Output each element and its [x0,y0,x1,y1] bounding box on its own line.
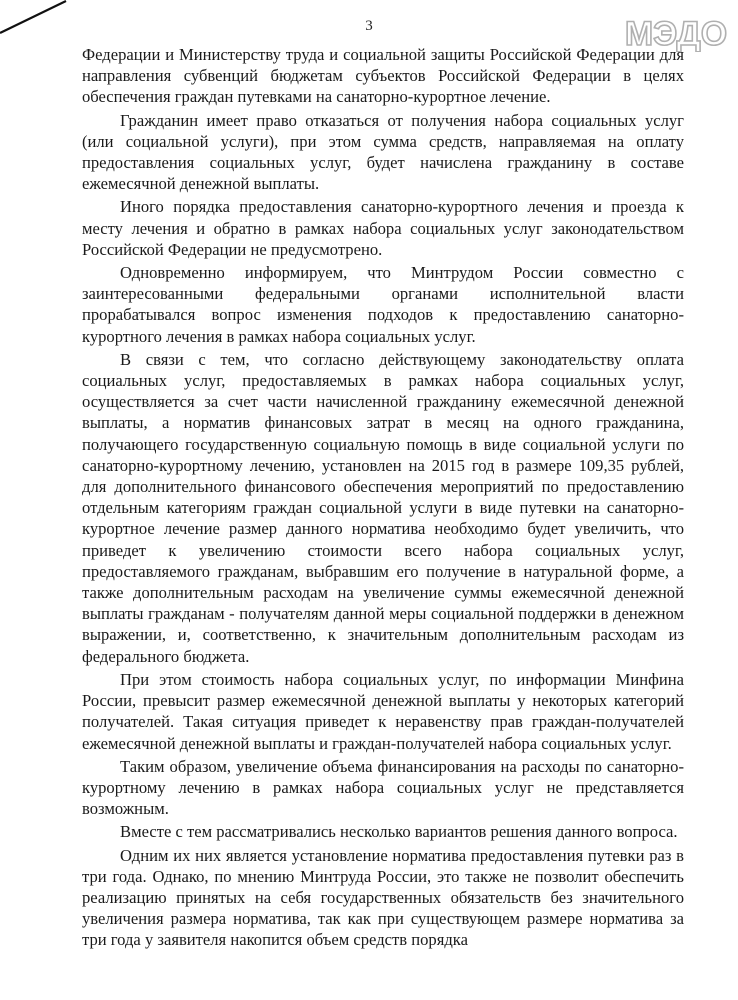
paragraph: Одновременно информируем, что Минтрудом России совместно с заинтересованными федеральными органами исполнительной власти прорабатывался вопрос изменения подходов к предоставлению санаторно-курортного лечения в рамках набора социальных услуг. [82,263,684,346]
page-number: 3 [365,18,373,34]
paragraph: Федерации и Министерству труда и социальной защиты Российской Федерации для направления субвенций бюджетам субъектов Российской Федерации в целях обеспечения граждан путевками на санаторно-курортное лечение. [82,45,684,107]
paragraph: Таким образом, увеличение объема финансирования на расходы по санаторно-курортному лечению в рамках набора социальных услуг не представляется возможным. [82,756,684,819]
paragraph: Одним их них является установление норматива предоставления путевки раз в три года. Однако, по мнению Минтруда России, это также не позволит обеспечить реализацию принятых на себя государственных обязательств без значительного увеличения размера норматива, так как при существующем размере норматива за три года у заявителя накопится объем средств порядка [82,845,684,950]
letter-body [82,44,684,951]
paragraph: При этом стоимость набора социальных услуг, по информации Минфина России, превысит размер ежемесячной денежной выплаты у некоторых категорий получателей. Такая ситуация приведет к неравенству прав граждан-получателей ежемесячной денежной выплаты и граждан-получателей набора социальных услуг. [82,669,684,753]
paragraph: Гражданин имеет право отказаться от получения набора социальных услуг (или социальной услуги), при этом сумма средств, направляемая на оплату предоставления социальных услуг, будет начислена гражданину в составе ежемесячной денежной выплаты. [82,110,684,194]
paragraph: Вместе с тем рассматривались несколько вариантов решения данного вопроса. [120,822,678,842]
stamp-text: МЭДО [624,15,728,52]
paragraph: В связи с тем, что согласно действующему законодательству оплата социальных услуг, предоставляемых в рамках набора социальных услуг, осуществляется за счет части начисленной гражданину ежемесячной денежной выплаты, а норматив финансовых затрат в месяц на одного гражданина, получающего государственную социальную помощь в виде социальной услуги по санаторно-курортному лечению, установлен на 2015 год в размере 109,35 рублей, для дополнительного финансового обеспечения мероприятий по предоставлению отдельным категориям граждан социальной услуги в виде путевки на санаторно-курортное лечение размер данного норматива необходимо будет увеличить, что приведет к увеличению стоимости всего набора социальных услуг, предоставляемого гражданам, выбравшим его получение в натуральной форме, а также дополнительным расходам на увеличение суммы ежемесячной денежной выплаты гражданам - получателям данной меры социальной поддержки в денежном выражении, и, соответственно, к значительным дополнительным расходам из федерального бюджета. [82,349,684,666]
paragraph: Иного порядка предоставления санаторно-курортного лечения и проезда к месту лечения и обратно в рамках набора социальных услуг законодательством Российской Федерации не предусмотрено. [82,197,684,259]
